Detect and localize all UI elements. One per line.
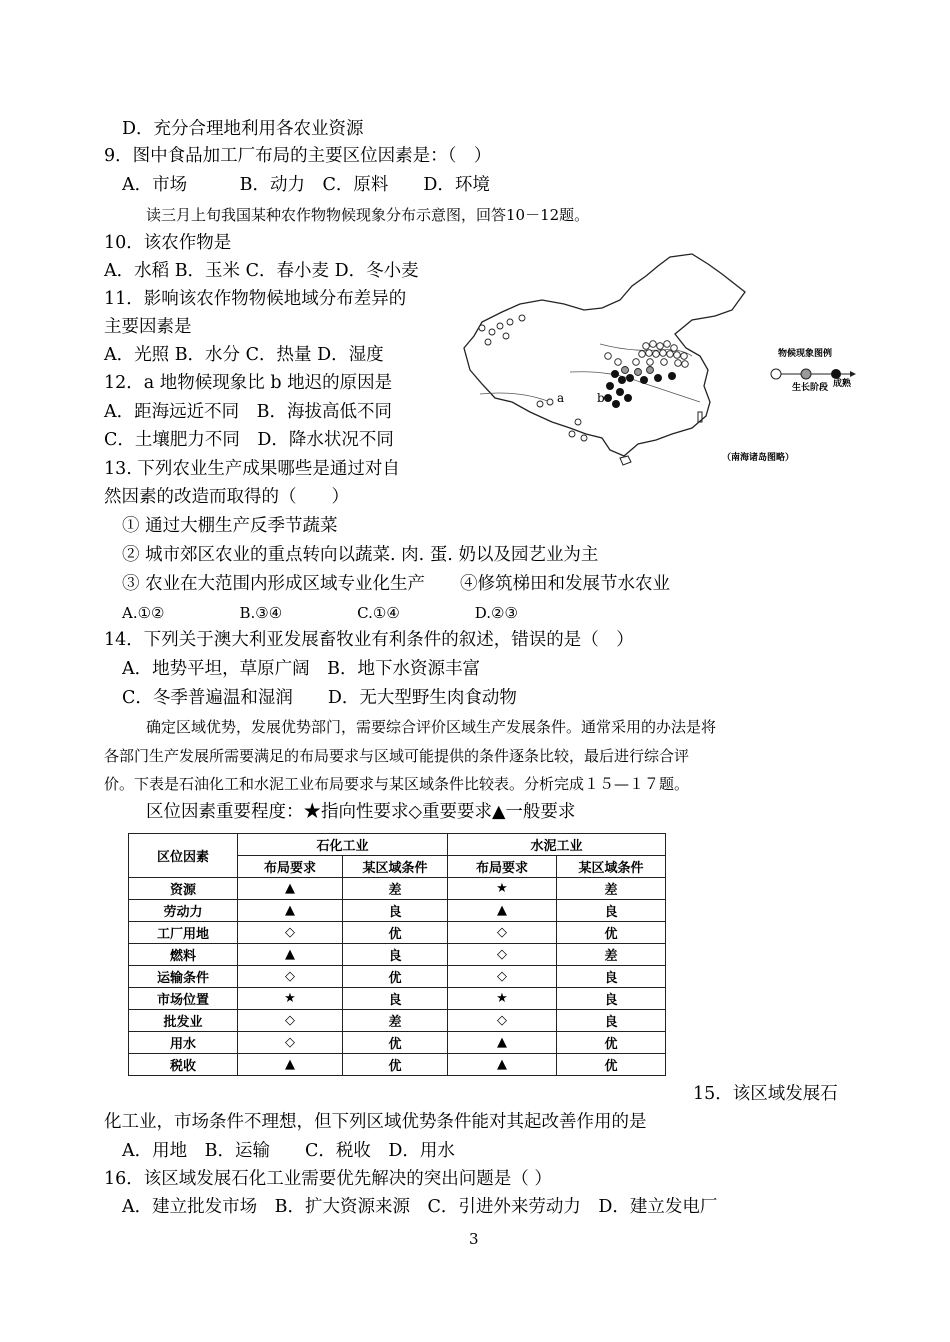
cell-factor: 批发业 bbox=[129, 1010, 238, 1032]
cell-p_req: ▲ bbox=[238, 878, 343, 900]
cell-p_req: ◇ bbox=[238, 922, 343, 944]
cell-p_req: ◇ bbox=[238, 966, 343, 988]
cell-factor: 市场位置 bbox=[129, 988, 238, 1010]
q9-stem: 9．图中食品加工厂布局的主要区位因素是：（ ） bbox=[104, 146, 492, 166]
q13-item-3: ③ 农业在大范围内形成区域专业化生产 ④修筑梯田和发展节水农业 bbox=[122, 574, 671, 594]
table-row bbox=[129, 944, 666, 966]
hainan-island bbox=[620, 456, 631, 465]
cell-c_cond: 差 bbox=[557, 878, 666, 900]
china-phenology-map bbox=[460, 252, 860, 470]
table-row bbox=[129, 878, 666, 900]
cell-p_cond: 优 bbox=[343, 922, 448, 944]
map-label-b: b bbox=[597, 391, 605, 405]
map-legend-mature: 成熟 bbox=[833, 379, 852, 389]
map-intro: 读三月上旬我国某种农作物物候现象分布示意图，回答10－12题。 bbox=[146, 206, 590, 224]
table-row bbox=[129, 1010, 666, 1032]
table-row bbox=[129, 988, 666, 1010]
cell-factor: 燃料 bbox=[129, 944, 238, 966]
q11-stem: 11．影响该农作物物候地域分布差异的 bbox=[104, 289, 407, 309]
table-row bbox=[129, 900, 666, 922]
cell-factor: 工厂用地 bbox=[129, 922, 238, 944]
map-legend-stage: 生长阶段 bbox=[792, 383, 829, 393]
header-cement: 水泥工业 bbox=[448, 834, 666, 856]
cell-c_req: ▲ bbox=[448, 1054, 557, 1076]
cell-factor: 资源 bbox=[129, 878, 238, 900]
filled-circle-cluster bbox=[604, 370, 676, 408]
cell-p_cond: 良 bbox=[343, 900, 448, 922]
table-row bbox=[129, 1032, 666, 1054]
header-factor: 区位因素 bbox=[129, 834, 238, 878]
page-number: 3 bbox=[469, 1230, 479, 1248]
cell-p_cond: 差 bbox=[343, 878, 448, 900]
header-petro-cond: 某区域条件 bbox=[343, 856, 448, 878]
passage-line-3: 价。下表是石油化工和水泥工业布局要求与某区域条件比较表。分析完成１５—１７题。 bbox=[104, 775, 690, 793]
cell-c_req: ★ bbox=[448, 988, 557, 1010]
q13-item-2: ② 城市郊区农业的重点转向以蔬菜. 肉. 蛋. 奶以及园艺业为主 bbox=[122, 545, 599, 565]
header-petro-req: 布局要求 bbox=[238, 856, 343, 878]
half-circle-cluster bbox=[622, 367, 654, 376]
q13-item-1: ① 通过大棚生产反季节蔬菜 bbox=[122, 516, 338, 536]
cell-c_req: ◇ bbox=[448, 944, 557, 966]
importance-legend: 区位因素重要程度：★指向性要求◇重要要求▲一般要求 bbox=[146, 802, 576, 822]
q13-stem-cont: 然因素的改造而取得的（ ） bbox=[104, 487, 349, 507]
cell-c_req: ◇ bbox=[448, 966, 557, 988]
q11-stem-cont: 主要因素是 bbox=[104, 317, 192, 337]
passage-line-2: 各部门生产发展所需要满足的布局要求与区域可能提供的条件逐条比较，最后进行综合评 bbox=[104, 747, 690, 765]
map-legend-title: 物候现象图例 bbox=[778, 349, 833, 359]
cell-c_cond: 良 bbox=[557, 900, 666, 922]
q13-stem: 13. 下列农业生产成果哪些是通过对自 bbox=[104, 459, 400, 479]
cell-p_cond: 良 bbox=[343, 988, 448, 1010]
cell-factor: 税收 bbox=[129, 1054, 238, 1076]
cell-c_req: ★ bbox=[448, 878, 557, 900]
open-circle-cluster-southwest bbox=[537, 399, 587, 441]
q11-options: A．光照 B．水分 C．热量 D．湿度 bbox=[104, 345, 384, 365]
q16-options: A．建立批发市场 B．扩大资源来源 C．引进外来劳动力 D．建立发电厂 bbox=[122, 1197, 718, 1217]
q15-stem-cont: 化工业，市场条件不理想，但下列区域优势条件能对其起改善作用的是 bbox=[104, 1112, 647, 1132]
passage-line-1: 确定区域优势，发展优势部门，需要综合评价区域生产发展条件。通常采用的办法是将 bbox=[146, 718, 717, 736]
cell-factor: 用水 bbox=[129, 1032, 238, 1054]
q9-options: A．市场 B．动力 C．原料 D．环境 bbox=[122, 175, 490, 195]
open-circle-cluster-north bbox=[605, 341, 689, 368]
q13-options: A.①② B.③④ C.①④ D.②③ bbox=[122, 604, 518, 622]
location-factor-table bbox=[128, 833, 666, 1076]
cell-p_req: ◇ bbox=[238, 1032, 343, 1054]
cell-c_req: ▲ bbox=[448, 900, 557, 922]
cell-c_cond: 优 bbox=[557, 922, 666, 944]
cell-c_req: ◇ bbox=[448, 922, 557, 944]
header-cement-req: 布局要求 bbox=[448, 856, 557, 878]
cell-p_cond: 优 bbox=[343, 1032, 448, 1054]
cell-p_cond: 优 bbox=[343, 1054, 448, 1076]
q15-options: A．用地 B．运输 C．税收 D．用水 bbox=[122, 1141, 455, 1161]
header-petrochem: 石化工业 bbox=[238, 834, 448, 856]
cell-p_req: ★ bbox=[238, 988, 343, 1010]
cell-c_cond: 差 bbox=[557, 944, 666, 966]
cell-factor: 劳动力 bbox=[129, 900, 238, 922]
cell-c_cond: 良 bbox=[557, 966, 666, 988]
q16-stem: 16．该区域发展石化工业需要优先解决的突出问题是（ ） bbox=[104, 1169, 552, 1189]
map-legend-symbols bbox=[771, 369, 856, 379]
map-inset-note: （南海诸岛图略） bbox=[722, 453, 795, 463]
q10-options: A．水稻 B．玉米 C．春小麦 D．冬小麦 bbox=[104, 261, 419, 281]
table-row bbox=[129, 1054, 666, 1076]
cell-p_cond: 差 bbox=[343, 1010, 448, 1032]
cell-c_cond: 优 bbox=[557, 1032, 666, 1054]
header-cement-cond: 某区域条件 bbox=[557, 856, 666, 878]
map-label-a: a bbox=[557, 391, 565, 405]
q12-options-cd: C．土壤肥力不同 D．降水状况不同 bbox=[104, 430, 394, 450]
cell-c_req: ◇ bbox=[448, 1010, 557, 1032]
cell-c_cond: 优 bbox=[557, 1054, 666, 1076]
q15-stem: 15．该区域发展石 bbox=[693, 1084, 838, 1104]
table-row bbox=[129, 966, 666, 988]
q14-stem: 14．下列关于澳大利亚发展畜牧业有利条件的叙述，错误的是（ ） bbox=[104, 630, 634, 650]
cell-p_req: ▲ bbox=[238, 900, 343, 922]
cell-p_cond: 优 bbox=[343, 966, 448, 988]
cell-p_req: ▲ bbox=[238, 1054, 343, 1076]
q14-options-ab: A．地势平坦，草原广阔 B．地下水资源丰富 bbox=[122, 659, 480, 679]
cell-p_cond: 良 bbox=[343, 944, 448, 966]
q10-stem: 10．该农作物是 bbox=[104, 233, 232, 253]
q12-stem: 12．a 地物候现象比 b 地迟的原因是 bbox=[104, 373, 393, 393]
cell-factor: 运输条件 bbox=[129, 966, 238, 988]
cell-p_req: ◇ bbox=[238, 1010, 343, 1032]
q8-option-d: D．充分合理地利用各农业资源 bbox=[122, 119, 364, 139]
cell-c_cond: 良 bbox=[557, 1010, 666, 1032]
q12-options-ab: A．距海远近不同 B．海拔高低不同 bbox=[104, 402, 392, 422]
cell-c_cond: 良 bbox=[557, 988, 666, 1010]
cell-c_req: ▲ bbox=[448, 1032, 557, 1054]
table-row bbox=[129, 922, 666, 944]
cell-p_req: ▲ bbox=[238, 944, 343, 966]
q14-options-cd: C．冬季普遍温和湿润 D．无大型野生肉食动物 bbox=[122, 688, 517, 708]
